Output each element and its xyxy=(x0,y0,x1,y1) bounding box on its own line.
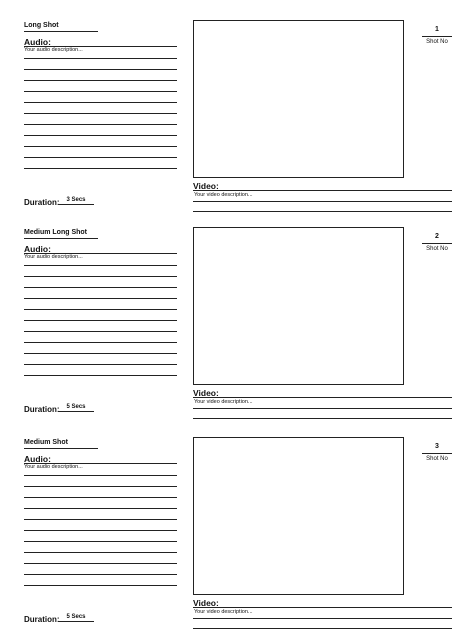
audio-label: Audio: xyxy=(24,454,51,464)
video-frame xyxy=(193,20,404,178)
divider xyxy=(24,31,98,32)
duration-label: Duration: xyxy=(24,405,60,414)
divider xyxy=(193,408,452,409)
duration-label: Duration: xyxy=(24,198,60,207)
shot-panel-2 xyxy=(0,227,474,427)
video-frame xyxy=(193,227,404,385)
duration-value[interactable]: 5 Secs xyxy=(58,404,94,412)
divider xyxy=(193,628,452,629)
audio-description-field[interactable]: Your audio description... xyxy=(24,464,83,470)
shot-no-label: Shot No xyxy=(426,246,448,252)
shot-type-label: Long Shot xyxy=(24,22,59,29)
shot-type-label: Medium Shot xyxy=(24,439,68,446)
video-label: Video: xyxy=(193,181,219,191)
duration-label: Duration: xyxy=(24,615,60,624)
audio-label: Audio: xyxy=(24,37,51,47)
video-description-field[interactable]: Your video description... xyxy=(194,192,253,198)
shot-number: 3 xyxy=(435,443,439,450)
audio-writing-lines xyxy=(24,58,177,179)
divider xyxy=(422,243,452,244)
shot-panel-1 xyxy=(0,20,474,220)
divider xyxy=(24,448,98,449)
duration-value[interactable]: 3 Secs xyxy=(58,197,94,205)
audio-writing-lines xyxy=(24,265,177,386)
divider xyxy=(422,453,452,454)
video-description-field[interactable]: Your video description... xyxy=(194,609,253,615)
divider xyxy=(24,238,98,239)
divider xyxy=(193,618,452,619)
duration-value[interactable]: 5 Secs xyxy=(58,614,94,622)
video-label: Video: xyxy=(193,598,219,608)
divider xyxy=(422,36,452,37)
divider xyxy=(193,190,452,191)
video-frame xyxy=(193,437,404,595)
audio-description-field[interactable]: Your audio description... xyxy=(24,47,83,53)
shot-number: 1 xyxy=(435,26,439,33)
audio-label: Audio: xyxy=(24,244,51,254)
audio-description-field[interactable]: Your audio description... xyxy=(24,254,83,260)
shot-number: 2 xyxy=(435,233,439,240)
audio-writing-lines xyxy=(24,475,177,596)
video-label: Video: xyxy=(193,388,219,398)
shot-no-label: Shot No xyxy=(426,39,448,45)
divider xyxy=(193,397,452,398)
divider xyxy=(193,418,452,419)
video-description-field[interactable]: Your video description... xyxy=(194,399,253,405)
divider xyxy=(193,211,452,212)
divider xyxy=(193,201,452,202)
shot-type-label: Medium Long Shot xyxy=(24,229,87,236)
shot-panel-3 xyxy=(0,437,474,637)
divider xyxy=(193,607,452,608)
shot-no-label: Shot No xyxy=(426,456,448,462)
